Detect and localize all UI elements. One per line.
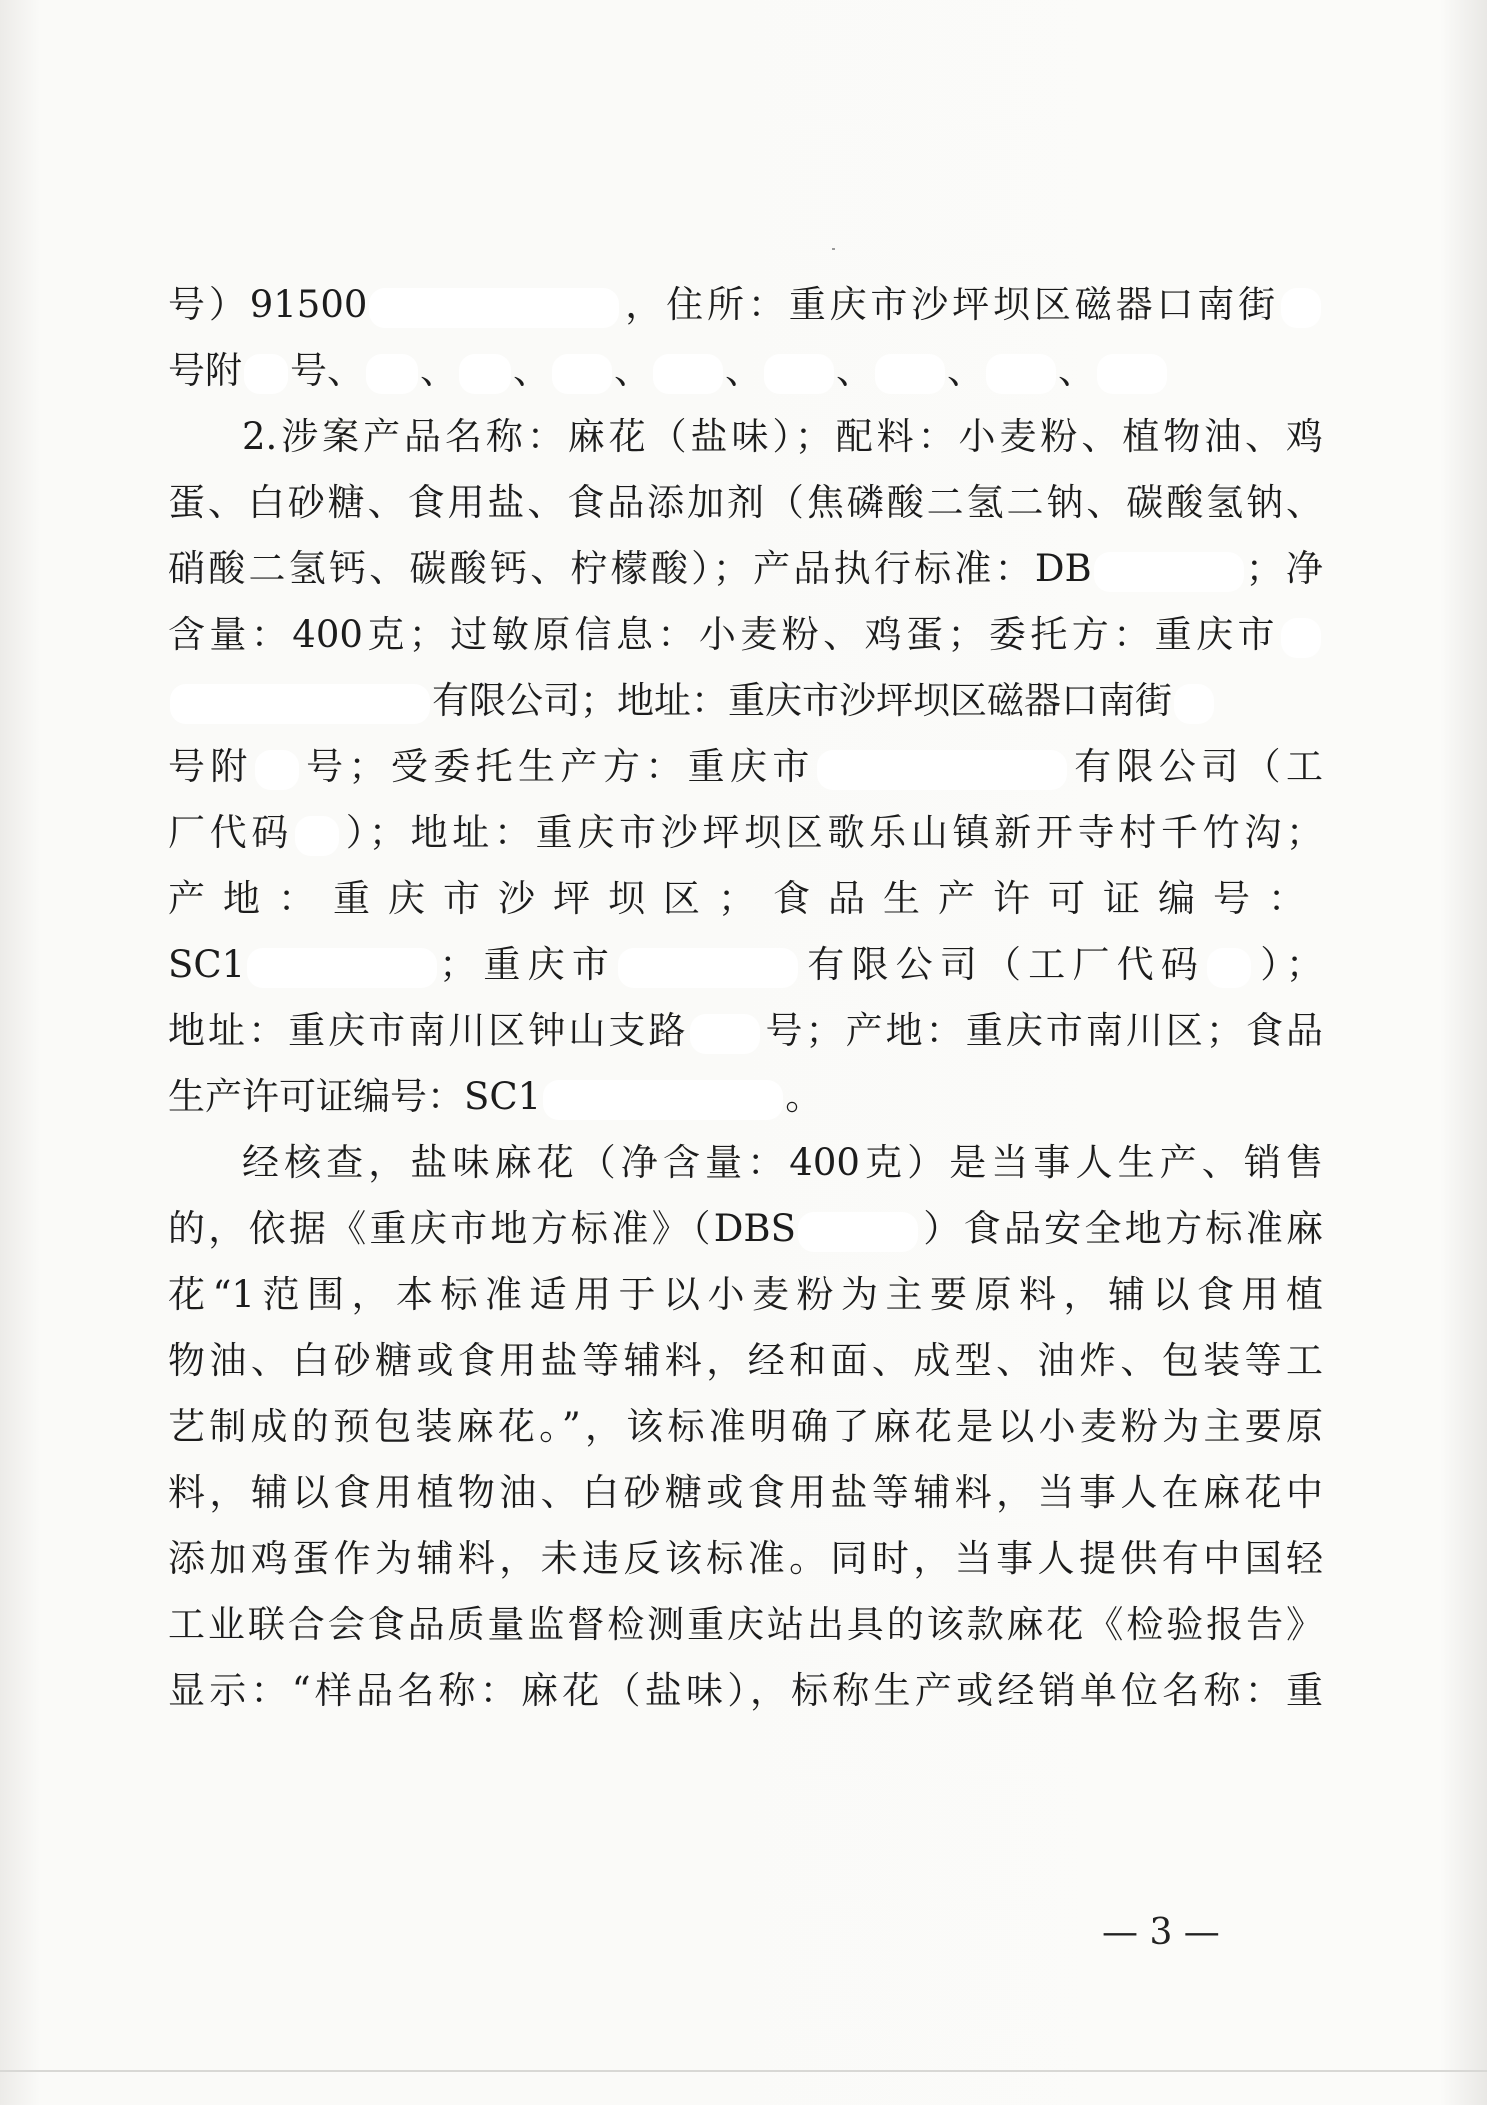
- body-line-7: 有限公司；地址：重庆市沙坪坝区磁器口南街: [168, 668, 1323, 734]
- body-line-3: 2.涉案产品名称：麻花（盐味）；配料：小麦粉、植物油、鸡: [242, 415, 1323, 458]
- body-line-12: 地址：重庆市南川区钟山支路 号；产地：重庆市南川区；食品: [168, 1009, 1323, 1052]
- redaction-box: [1097, 354, 1167, 394]
- body-line-13: 生产许可证编号：SC1 。: [168, 1075, 823, 1118]
- redaction-box: [459, 354, 511, 394]
- redaction-box: [170, 684, 430, 724]
- redaction-box: [1281, 288, 1321, 328]
- body-line-10: 产地：重庆市沙坪坝区；食品生产许可证编号：: [168, 877, 1323, 920]
- body-line-6: 含量：400克；过敏原信息：小麦粉、鸡蛋；委托方：重庆市: [168, 602, 1323, 668]
- body-line-19: 料，辅以食用植物油、白砂糖或食用盐等辅料，当事人在麻花中: [168, 1471, 1323, 1514]
- body-line-17: 物油、白砂糖或食用盐等辅料，经和面、成型、油炸、包装等工: [168, 1339, 1323, 1382]
- redaction-box: [295, 816, 339, 856]
- redaction-box: [552, 354, 612, 394]
- body-line-2: 号附 号、 、 、 、 、 、 、 、: [168, 338, 1323, 404]
- body-line-14: 经核查，盐味麻花（净含量：400克）是当事人生产、销售: [242, 1141, 1323, 1184]
- body-line-8: 号附 号；受委托生产方：重庆市 有限公司（工: [168, 745, 1323, 788]
- redaction-box: [817, 750, 1067, 790]
- body-line-20: 添加鸡蛋作为辅料，未违反该标准。同时，当事人提供有中国轻: [168, 1537, 1323, 1580]
- body-line-5: 硝酸二氢钙、碳酸钙、柠檬酸）；产品执行标准：DB ；净: [168, 547, 1323, 590]
- redaction-box: [366, 354, 418, 394]
- redaction-box: [1207, 948, 1251, 988]
- redaction-box: [690, 1014, 760, 1054]
- redaction-box: [1174, 684, 1214, 724]
- redaction-box: [247, 948, 437, 988]
- document-body: [168, 272, 1323, 1724]
- redaction-box: [255, 750, 299, 790]
- redaction-box: [798, 1212, 918, 1252]
- body-line-16: 花“1范围，本标准适用于以小麦粉为主要原料，辅以食用植: [168, 1273, 1323, 1316]
- redaction-box: [653, 354, 723, 394]
- body-line-4: 蛋、白砂糖、食用盐、食品添加剂（焦磷酸二氢二钠、碳酸氢钠、: [168, 481, 1323, 524]
- scan-speck: [832, 248, 835, 250]
- body-line-21: 工业联合会食品质量监督检测重庆站出具的该款麻花《检验报告》: [168, 1603, 1323, 1646]
- redaction-box: [618, 948, 798, 988]
- redaction-box: [1094, 552, 1244, 592]
- redaction-box: [543, 1080, 783, 1120]
- redaction-box: [1281, 618, 1321, 658]
- body-line-18: 艺制成的预包装麻花。”，该标准明确了麻花是以小麦粉为主要原: [168, 1405, 1323, 1448]
- body-line-1: 号）91500 ，住所：重庆市沙坪坝区磁器口南街: [168, 272, 1323, 338]
- body-line-22: 显示：“样品名称：麻花（盐味），标称生产或经销单位名称：重: [168, 1669, 1323, 1712]
- redaction-box: [875, 354, 945, 394]
- redaction-box: [986, 354, 1056, 394]
- redaction-box: [244, 354, 288, 394]
- body-line-15: 的，依据《重庆市地方标准》（DBS ）食品安全地方标准麻: [168, 1207, 1323, 1250]
- body-line-11: SC1 ；重庆市 有限公司（工厂代码 ）；: [168, 943, 1323, 986]
- page-number: — 3 —: [1102, 1912, 1220, 1953]
- body-line-9: 厂代码 ）；地址：重庆市沙坪坝区歌乐山镇新开寺村千竹沟；: [168, 811, 1323, 854]
- redaction-box: [369, 288, 619, 328]
- scan-fold-line: [0, 2070, 1487, 2072]
- redaction-box: [764, 354, 834, 394]
